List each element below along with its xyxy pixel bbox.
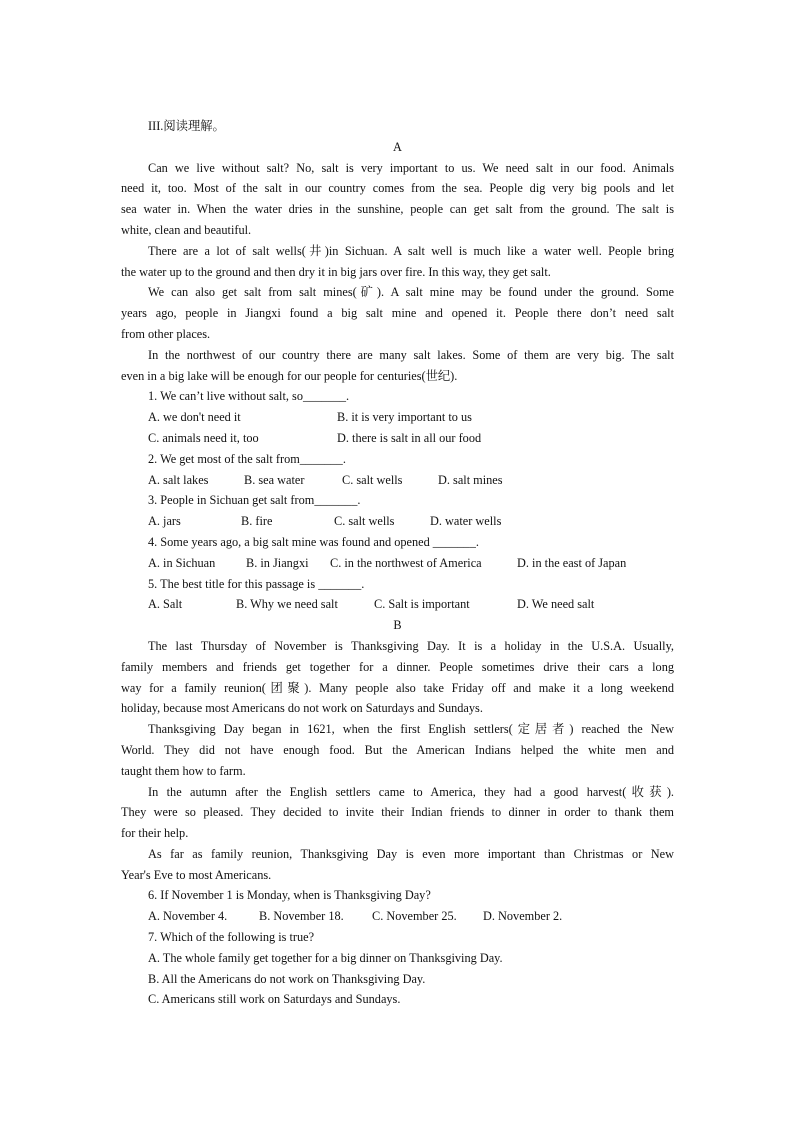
passage-b-p3-line3: for their help. xyxy=(121,826,189,841)
passage-a-label: A xyxy=(393,139,402,154)
question-1-option-b: B. it is very important to us xyxy=(337,410,472,425)
question-3-option-c: C. salt wells xyxy=(334,514,395,529)
question-6-option-b: B. November 18. xyxy=(259,909,344,924)
question-4-option-d: D. in the east of Japan xyxy=(517,555,627,570)
passage-a-p3-line2: years ago, people in Jiangxi found a big salt mine and opened it. People there don’t need salt xyxy=(121,306,674,321)
question-2-stem: 2. We get most of the salt from_______. xyxy=(148,451,346,466)
question-4-options xyxy=(121,553,674,574)
passage-a-p2-line2: the water up to the ground and then dry it in big jars over fire. In this way, they get salt. xyxy=(121,264,551,279)
question-1-option-a: A. we don't need it xyxy=(148,410,241,425)
passage-b-p4-line1: As far as family reunion, Thanksgiving Day is even more important than Christmas or New xyxy=(148,846,674,861)
passage-a-p1-line3: sea water in. When the water dries in the sunshine, people can get salt from the ground. The salt is xyxy=(121,202,674,217)
question-6-option-c: C. November 25. xyxy=(372,909,457,924)
passage-b-p1-line4: holiday, because most Americans do not work on Saturdays and Sundays. xyxy=(121,701,483,716)
passage-b-p2-line1: Thanksgiving Day began in 1621, when the first English settlers(定居者) reached the New xyxy=(148,722,674,737)
question-5-option-a: A. Salt xyxy=(148,597,183,612)
question-3-options xyxy=(121,511,674,532)
passage-a-p4-line2: even in a big lake will be enough for our people for centuries(世纪). xyxy=(121,368,458,383)
passage-b-p1-line3: way for a family reunion(团聚). Many people also take Friday off and make it a long weekend xyxy=(121,680,674,695)
question-2-options xyxy=(121,470,674,491)
section-title: III.阅读理解。 xyxy=(148,119,225,133)
question-1-options-row1 xyxy=(121,407,674,428)
passage-b-p3-line2: They were so pleased. They decided to invite their Indian friends to dinner in order to thank them xyxy=(121,805,674,820)
question-7-option-b: B. All the Americans do not work on Thanksgiving Day. xyxy=(148,971,426,986)
question-3-stem: 3. People in Sichuan get salt from_______. xyxy=(148,493,361,508)
question-5-option-b: B. Why we need salt xyxy=(236,597,338,612)
question-1-option-c: C. animals need it, too xyxy=(148,430,259,445)
question-6-stem: 6. If November 1 is Monday, when is Thanksgiving Day? xyxy=(148,888,431,903)
question-6-option-a: A. November 4. xyxy=(148,909,228,924)
document-page xyxy=(121,116,674,1010)
passage-b-label: B xyxy=(393,618,402,633)
question-2-option-d: D. salt mines xyxy=(438,472,503,487)
passage-a-p1-line4: white, clean and beautiful. xyxy=(121,222,252,237)
question-1-options-row2 xyxy=(121,428,674,449)
passage-a-p2-line1: There are a lot of salt wells(井)in Sichuan. A salt well is much like a water well. People bring xyxy=(148,243,674,258)
passage-a-p3-line3: from other places. xyxy=(121,326,211,341)
passage-b-p2-line2: World. They did not have enough food. But the American Indians helped the white men and xyxy=(121,742,674,757)
passage-a-p1-line2: need it, too. Most of the salt in our country comes from the sea. People dig very big pools and let xyxy=(121,181,674,196)
question-1-stem: 1. We can’t live without salt, so_______. xyxy=(148,389,350,404)
question-5-option-d: D. We need salt xyxy=(517,597,595,612)
question-5-stem: 5. The best title for this passage is _______. xyxy=(148,576,365,591)
question-1-option-d: D. there is salt in all our food xyxy=(337,430,482,445)
question-7-stem: 7. Which of the following is true? xyxy=(148,930,315,945)
passage-b-p4-line2: Year's Eve to most Americans. xyxy=(121,867,272,882)
question-4-option-a: A. in Sichuan xyxy=(148,555,216,570)
passage-a-p1-line1: Can we live without salt? No, salt is very important to us. We need salt in our food. Animals xyxy=(148,160,674,175)
question-6-option-d: D. November 2. xyxy=(483,909,563,924)
question-2-option-a: A. salt lakes xyxy=(148,472,209,487)
question-4-option-c: C. in the northwest of America xyxy=(330,555,482,570)
question-5-options xyxy=(121,594,674,615)
question-5-option-c: C. Salt is important xyxy=(374,597,470,612)
question-4-option-b: B. in Jiangxi xyxy=(246,555,309,570)
passage-b-p3-line1: In the autumn after the English settlers came to America, they had a good harvest(收获). xyxy=(148,784,674,799)
question-7-option-a: A. The whole family get together for a big dinner on Thanksgiving Day. xyxy=(148,950,503,965)
question-6-options xyxy=(121,906,674,927)
passage-b-p2-line3: taught them how to farm. xyxy=(121,763,246,778)
passage-b-p1-line1: The last Thursday of November is Thanksgiving Day. It is a holiday in the U.S.A. Usually, xyxy=(148,638,674,653)
question-3-option-b: B. fire xyxy=(241,514,273,529)
passage-b-p1-line2: family members and friends get together for a dinner. People sometimes drive their cars a long xyxy=(121,659,674,674)
question-2-option-c: C. salt wells xyxy=(342,472,403,487)
passage-a-p3-line1: We can also get salt from salt mines(矿). A salt mine may be found under the ground. Some xyxy=(148,285,674,300)
question-3-option-d: D. water wells xyxy=(430,514,502,529)
question-3-option-a: A. jars xyxy=(148,514,181,529)
question-7-option-c: C. Americans still work on Saturdays and Sundays. xyxy=(148,992,401,1007)
passage-a-p4-line1: In the northwest of our country there are many salt lakes. Some of them are very big. The salt xyxy=(148,347,674,362)
question-2-option-b: B. sea water xyxy=(244,472,305,487)
question-4-stem: 4. Some years ago, a big salt mine was found and opened _______. xyxy=(148,534,479,549)
